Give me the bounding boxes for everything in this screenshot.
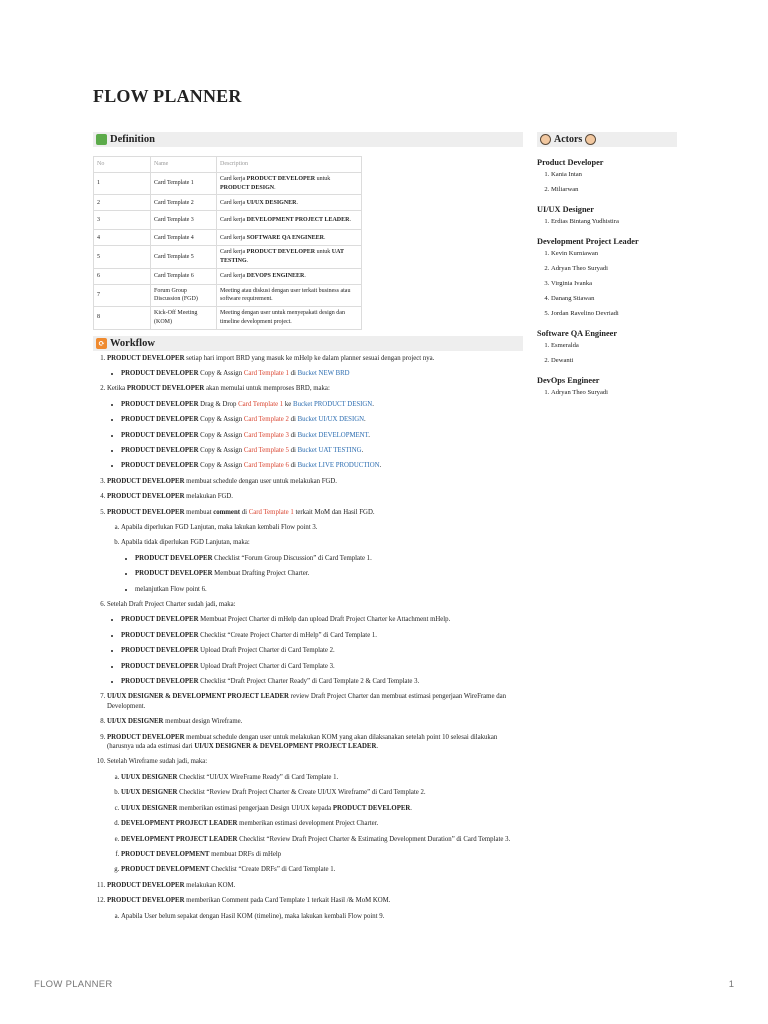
text-run: .	[361, 446, 364, 454]
text-run: PRODUCT DEVELOPER	[135, 554, 213, 562]
list-item	[121, 369, 523, 378]
text-run: untuk	[315, 176, 331, 182]
workflow-step	[107, 492, 523, 501]
text-run: .	[376, 743, 379, 751]
table-row	[94, 230, 362, 246]
cell-no: 4	[94, 230, 151, 246]
text-run: Card kerja	[220, 234, 247, 241]
table-row	[94, 211, 362, 230]
text-run: PRODUCT DEVELOPER	[121, 416, 199, 424]
list-item	[121, 646, 523, 655]
text-run: di	[240, 508, 249, 516]
actor-member: 1. Kevin Kurniawan	[551, 249, 677, 258]
actor-member: 2. Miliarwan	[551, 185, 677, 194]
actor-member-list	[537, 170, 677, 194]
text-run: membuat design Wireframe.	[163, 718, 243, 726]
card-template-ref: Card Template 6	[243, 462, 289, 470]
actor-member: 1. Kania Intan	[551, 170, 677, 179]
list-item	[135, 554, 523, 563]
text-run: PRODUCT DEVELOPER	[121, 369, 199, 377]
text-run: .	[410, 804, 412, 812]
column-header-name: Name	[151, 157, 217, 173]
list-item	[135, 585, 523, 594]
column-header-description: Description	[217, 157, 362, 173]
list-item	[121, 415, 523, 424]
text-run: .	[349, 217, 351, 224]
main-column	[93, 132, 523, 927]
person-icon	[585, 134, 596, 145]
workflow-step	[107, 508, 523, 594]
card-template-ref: Card Template 2	[243, 416, 289, 424]
cell-no: 3	[94, 211, 151, 230]
actor-member: 2. Adryan Theo Suryadi	[551, 264, 677, 273]
bucket-ref: Bucket LIVE PRODUCTION	[297, 462, 380, 470]
text-run: Meeting dengan user untuk menyepakati design dan timeline development project.	[220, 310, 345, 325]
text-run: .	[296, 199, 298, 206]
text-run: Apabila tidak diperlukan FGD Lanjutan, maka:	[121, 539, 250, 547]
text-run: PRODUCT DEVELOPER	[126, 385, 205, 393]
text-run: di	[288, 462, 298, 470]
repeat-arrows-icon: ⟳	[96, 338, 107, 349]
text-run: di	[288, 431, 298, 439]
text-run: Copy & Assign	[198, 416, 244, 424]
card-template-ref: Card Template 1	[238, 400, 284, 408]
cell-no: 7	[94, 284, 151, 306]
text-run: PRODUCT DEVELOPER	[121, 647, 199, 655]
text-run: .	[379, 462, 382, 470]
text-run: PRODUCT DEVELOPER	[121, 431, 199, 439]
table-row	[94, 195, 362, 211]
sub-step	[121, 773, 523, 782]
actor-member: 3. Virginia Ivanka	[551, 279, 677, 288]
workflow-step	[107, 717, 523, 726]
cell-no: 6	[94, 268, 151, 284]
text-run: Membuat Drafting Project Charter.	[212, 570, 310, 578]
text-run: di	[288, 416, 298, 424]
text-run: PRODUCT DEVELOPER	[107, 733, 185, 741]
workflow-step	[107, 757, 523, 874]
text-run: Copy & Assign	[198, 446, 244, 454]
cell-no: 2	[94, 195, 151, 211]
cell-description	[217, 246, 362, 268]
actor-member-list	[537, 217, 677, 226]
text-run: memberikan estimasi development Project Charter.	[237, 820, 379, 828]
text-run: Checklist “Review Draft Project Charter & Estimating Development Duration” di Card Template 3.	[237, 835, 511, 843]
sub-step	[121, 912, 523, 921]
text-run: Setelah Draft Project Charter sudah jadi, maka:	[107, 601, 236, 608]
cell-description	[217, 211, 362, 230]
text-run: PRODUCT DEVELOPER	[107, 493, 185, 501]
text-run: Setelah Wireframe sudah jadi, maka:	[107, 758, 208, 766]
bucket-ref: Bucket UI/UX DESIGN	[297, 416, 365, 424]
text-run: terkait MoM dan Hasil FGD.	[293, 508, 375, 516]
text-run: melakukan FGD.	[184, 493, 233, 501]
bucket-ref: Bucket UAT TESTING	[297, 446, 362, 454]
text-run: Apabila diperlukan FGD Lanjutan, maka lakukan kembali Flow point 3.	[121, 523, 318, 531]
text-run: SOFTWARE QA ENGINEER	[246, 234, 325, 241]
text-run: Checklist “Create Project Charter di mHelp” di Card Template 1.	[198, 631, 378, 639]
cell-description	[217, 268, 362, 284]
list-item	[121, 400, 523, 409]
text-run: DEVELOPMENT PROJECT LEADER	[121, 820, 238, 828]
actors-list	[537, 158, 677, 397]
text-run: Checklist “UI/UX WireFrame Ready” di Card Template 1.	[177, 773, 339, 781]
text-run: UI/UX DESIGNER	[121, 789, 178, 797]
text-run: Apabila User belum sepakat dengan Hasil KOM (timeline), maka lakukan kembali Flow point 9.	[121, 912, 385, 920]
text-run: membuat DRFs di mHelp	[209, 850, 282, 858]
bucket-ref: Bucket NEW BRD	[297, 369, 350, 377]
table-row	[94, 246, 362, 268]
text-run: Membuat Project Charter di mHelp dan upload Draft Project Charter ke Attachment mHelp.	[198, 616, 451, 624]
table-row	[94, 307, 362, 329]
text-run: review Draft Project Charter dan membuat estimasi pengerjaan WireFrame dan Development.	[107, 693, 507, 710]
text-run: Upload Draft Project Charter di Card Template 3.	[198, 662, 335, 670]
definition-heading-label: Definition	[110, 134, 155, 145]
bucket-ref: Bucket DEVELOPMENT	[297, 431, 369, 439]
sub-step	[121, 850, 523, 859]
cell-description	[217, 230, 362, 246]
text-run: DEVOPS ENGINEER	[246, 272, 305, 279]
cell-name: Kick-Off Meeting (KOM)	[151, 307, 217, 329]
actor-member: 5. Jordan Ravelino Devriadi	[551, 309, 677, 318]
text-run: PRODUCT DEVELOPER	[121, 678, 199, 686]
green-book-icon	[96, 134, 107, 145]
text-run: Card kerja	[220, 217, 247, 224]
table-row	[94, 173, 362, 195]
cell-name: Card Template 6	[151, 268, 217, 284]
cell-description	[217, 195, 362, 211]
actors-column	[537, 132, 677, 403]
card-template-ref: Card Template 5	[243, 446, 289, 454]
actor-member: 1. Erdias Bintang Yudhistira	[551, 217, 677, 226]
text-run: PRODUCT DEVELOPER	[121, 462, 199, 470]
text-run: PRODUCT DEVELOPER	[135, 570, 213, 578]
cell-no: 8	[94, 307, 151, 329]
text-run: PRODUCT DEVELOPER	[121, 446, 199, 454]
text-run: PRODUCT DEVELOPER	[107, 897, 185, 905]
text-run: UI/UX DESIGNER	[246, 199, 297, 206]
column-header-no: No	[94, 157, 151, 173]
actor-member-list	[537, 249, 677, 318]
card-template-ref: Card Template 1	[248, 508, 294, 516]
list-item	[135, 569, 523, 578]
cell-name: Card Template 2	[151, 195, 217, 211]
sub-step	[121, 523, 523, 532]
sub-steps	[107, 523, 523, 594]
text-run: Copy & Assign	[198, 462, 244, 470]
cell-name: Card Template 5	[151, 246, 217, 268]
cell-no: 5	[94, 246, 151, 268]
actor-member: 2. Dewanti	[551, 356, 677, 365]
list-item	[121, 631, 523, 640]
text-run: .	[304, 272, 306, 279]
text-run: UI/UX DESIGNER & DEVELOPMENT PROJECT LEADER	[107, 693, 289, 701]
list-item	[121, 677, 523, 686]
bullet-list	[107, 615, 523, 686]
sub-step	[121, 804, 523, 813]
text-run: memberikan Comment pada Card Template 1 terkait Hasil /& MoM KOM.	[184, 897, 391, 905]
person-icon	[540, 134, 551, 145]
cell-name: Forum Group Discussion (FGD)	[151, 284, 217, 306]
text-run: comment	[213, 508, 240, 516]
workflow-step	[107, 384, 523, 470]
list-item	[121, 461, 523, 470]
actors-heading	[537, 132, 677, 147]
definition-heading	[93, 132, 523, 147]
list-item	[121, 446, 523, 455]
cell-name: Card Template 3	[151, 211, 217, 230]
actor-member: 4. Danang Stiawan	[551, 294, 677, 303]
actor-member: 1. Esmeralda	[551, 341, 677, 350]
workflow-step	[107, 692, 523, 711]
actor-role-heading: Product Developer	[537, 158, 604, 167]
text-run: untuk	[315, 249, 332, 256]
workflow-step	[107, 600, 523, 686]
text-run: .	[246, 258, 249, 265]
text-run: PRODUCT DEVELOPER	[107, 477, 185, 485]
table-row	[94, 268, 362, 284]
text-run: PRODUCT DEVELOPER	[107, 354, 185, 362]
sub-steps	[107, 773, 523, 875]
text-run: UI/UX DESIGNER	[121, 773, 178, 781]
text-run: PRODUCT DEVELOPER	[121, 400, 199, 408]
text-run: di	[288, 369, 298, 377]
bullet-list	[121, 554, 523, 594]
text-run: Card kerja	[220, 199, 247, 206]
cell-name: Card Template 1	[151, 173, 217, 195]
text-run: Upload Draft Project Charter di Card Template 2.	[198, 647, 335, 655]
text-run: membuat schedule dengan user untuk melakukan FGD.	[184, 477, 337, 485]
workflow-step	[107, 733, 523, 752]
workflow-heading	[93, 336, 523, 351]
definition-table	[93, 156, 362, 330]
actor-role-heading: Software QA Engineer	[537, 329, 618, 338]
text-run: Checklist “Draft Project Charter Ready” di Card Template 2 & Card Template 3.	[198, 678, 420, 686]
workflow-step	[107, 354, 523, 379]
text-run: UI/UX DESIGNER	[121, 804, 178, 812]
bullet-list	[107, 369, 523, 378]
footer-label: FLOW PLANNER	[34, 979, 113, 990]
cell-no: 1	[94, 173, 151, 195]
text-run: PRODUCT DEVELOPER	[246, 176, 316, 182]
sub-step	[121, 538, 523, 594]
actor-member: 1. Adryan Theo Suryadi	[551, 388, 677, 397]
text-run: PRODUCT DEVELOPMENT	[121, 866, 210, 874]
list-item	[121, 662, 523, 671]
text-run: Copy & Assign	[198, 431, 244, 439]
workflow-heading-label: Workflow	[110, 337, 155, 349]
text-run: Checklist “Forum Group Discussion” di Card Template 1.	[212, 554, 372, 562]
text-run: UI/UX DESIGNER & DEVELOPMENT PROJECT LEADER	[194, 743, 377, 751]
sub-steps	[107, 912, 523, 921]
list-item	[121, 431, 523, 440]
text-run: Copy & Assign	[198, 369, 244, 377]
text-run: membuat schedule dengan user untuk melakukan KOM yang akan dilaksanakan setelah point 10 selesai dilakukan (harusnya uda ada estimasi dari	[107, 733, 498, 751]
table-row	[94, 284, 362, 306]
actor-role-heading: Development Project Leader	[537, 237, 639, 246]
card-template-ref: Card Template 1	[243, 369, 289, 377]
text-run: memberikan estimasi pengerjaan Design UI/UX kepada	[177, 804, 333, 812]
text-run: PRODUCT DEVELOPMENT	[121, 850, 210, 858]
text-run: Card kerja	[220, 176, 247, 182]
cell-description	[217, 307, 362, 329]
card-template-ref: Card Template 3	[243, 431, 289, 439]
actor-role-heading: UI/UX Designer	[537, 205, 594, 214]
text-run: PRODUCT DEVELOPER	[246, 249, 316, 256]
text-run: Meeting atau diskusi dengan user terkait business atau software requirement.	[220, 287, 351, 303]
sub-step	[121, 788, 523, 797]
actor-role-heading: DevOps Engineer	[537, 376, 600, 385]
text-run: UAT TESTING	[220, 249, 344, 265]
text-run: PRODUCT DEVELOPER	[121, 616, 199, 624]
text-run: membuat	[184, 508, 214, 516]
workflow-step	[107, 881, 523, 890]
actor-member-list	[537, 388, 677, 397]
text-run: .	[364, 416, 366, 424]
text-run: ke	[283, 400, 294, 408]
text-run: di	[288, 446, 298, 454]
text-run: .	[372, 400, 374, 408]
text-run: .	[368, 431, 370, 439]
text-run: PRODUCT DEVELOPER	[332, 804, 411, 812]
sub-step	[121, 835, 523, 844]
cell-name: Card Template 4	[151, 230, 217, 246]
bullet-list	[107, 400, 523, 471]
text-run: DEVELOPMENT PROJECT LEADER	[121, 835, 238, 843]
page-title: FLOW PLANNER	[93, 86, 242, 106]
cell-description	[217, 284, 362, 306]
text-run: .	[274, 184, 276, 191]
text-run: Checklist “Review Draft Project Charter & Create UI/UX Wireframe” di Card Template 2.	[177, 789, 426, 797]
actors-heading-label: Actors	[554, 134, 583, 145]
workflow-step	[107, 477, 523, 486]
text-run: PRODUCT DEVELOPER	[107, 508, 185, 516]
text-run: Drag & Drop	[198, 400, 239, 408]
text-run: DEVELOPMENT PROJECT LEADER	[246, 217, 350, 224]
workflow-step	[107, 896, 523, 921]
bucket-ref: Bucket PRODUCT DESIGN	[293, 400, 373, 408]
text-run: Card kerja	[220, 272, 247, 279]
text-run: .	[324, 234, 326, 241]
actor-member-list	[537, 341, 677, 365]
text-run: UI/UX DESIGNER	[107, 718, 164, 726]
text-run: PRODUCT DESIGN	[220, 184, 275, 191]
text-run: melakukan KOM.	[184, 881, 236, 889]
text-run: PRODUCT DEVELOPER	[121, 662, 199, 670]
text-run: Ketika	[107, 385, 127, 393]
text-run: PRODUCT DEVELOPER	[107, 881, 185, 889]
text-run: Checklist “Create DRFs” di Card Template 1.	[209, 866, 336, 874]
sub-step	[121, 819, 523, 828]
workflow-steps	[93, 354, 523, 921]
text-run: setiap hari import BRD yang masuk ke mHelp ke dalam planner sesuai dengan project nya.	[184, 354, 435, 362]
text-run: akan memulai untuk memproses BRD, maka:	[204, 385, 330, 393]
text-run: PRODUCT DEVELOPER	[121, 631, 199, 639]
page-number: 1	[728, 979, 734, 990]
list-item	[121, 615, 523, 624]
text-run: Card kerja	[220, 249, 247, 256]
sub-step	[121, 865, 523, 874]
text-run: melanjutkan Flow point 6.	[135, 585, 207, 593]
cell-description	[217, 173, 362, 195]
workflow-section	[93, 336, 523, 921]
